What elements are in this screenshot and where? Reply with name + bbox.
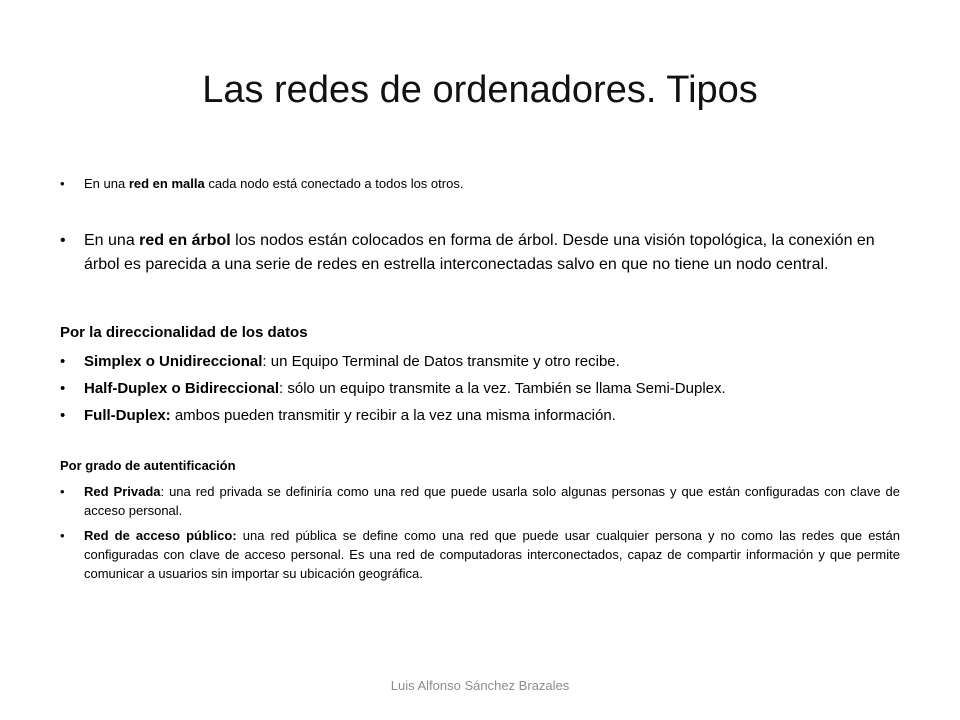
simplex-text: : un Equipo Terminal de Datos transmite y otro recibe. [262,353,620,370]
directionality-heading: Por la direccionalidad de los datos [60,324,308,341]
section-heading-authentication [60,456,900,475]
bullet-mesh [60,174,900,193]
half-duplex-text: : sólo un equipo transmite a la vez. También se llama Semi-Duplex. [279,380,726,397]
bullet-full-duplex [60,404,900,428]
full-duplex-text: ambos pueden transmitir y recibir a la vez una misma información. [170,407,616,424]
mesh-bold: red en malla [128,176,205,191]
half-duplex-bold: Half-Duplex o Bidireccional [84,380,280,397]
tree-pre: En una [84,232,140,249]
private-network-text: : una red privada se definiría como una red que puede usarla solo algunas personas y que están configuradas con clave de acceso personal. [84,484,900,518]
bullet-public-network [60,526,900,583]
bullet-private-network [60,482,900,520]
tree-bold: red en árbol [139,232,231,249]
full-duplex-bold: Full-Duplex: [84,407,171,424]
public-network-text: una red pública se define como una red que puede usar cualquier persona y no como las redes que están configuradas con clave de acceso personal. Es una red de computadoras interconectados, capaz de compartir información y que permite comunicar a usuarios sin importar su ubicación geográfica. [84,528,900,581]
private-network-bold: Red Privada [84,484,161,499]
slide-footer: Luis Alfonso Sánchez Brazales [390,678,570,693]
section-heading-directionality [60,321,900,345]
bullet-simplex [60,350,900,374]
mesh-post: cada nodo está conectado a todos los otros. [204,176,464,191]
bullet-half-duplex [60,377,900,401]
mesh-pre: En una [84,176,129,191]
tree-post: los nodos están colocados en forma de árbol. Desde una visión topológica, la conexión en árbol es parecida a una serie de redes en estrella interconectadas salvo en que no tiene un nodo central. [84,232,875,273]
simplex-bold: Simplex o Unidireccional [84,353,263,370]
authentication-heading: Por grado de autentificación [60,458,236,473]
slide-title: Las redes de ordenadores. Tipos [202,69,758,111]
public-network-bold: Red de acceso público: [84,528,237,543]
bullet-tree [60,229,900,277]
